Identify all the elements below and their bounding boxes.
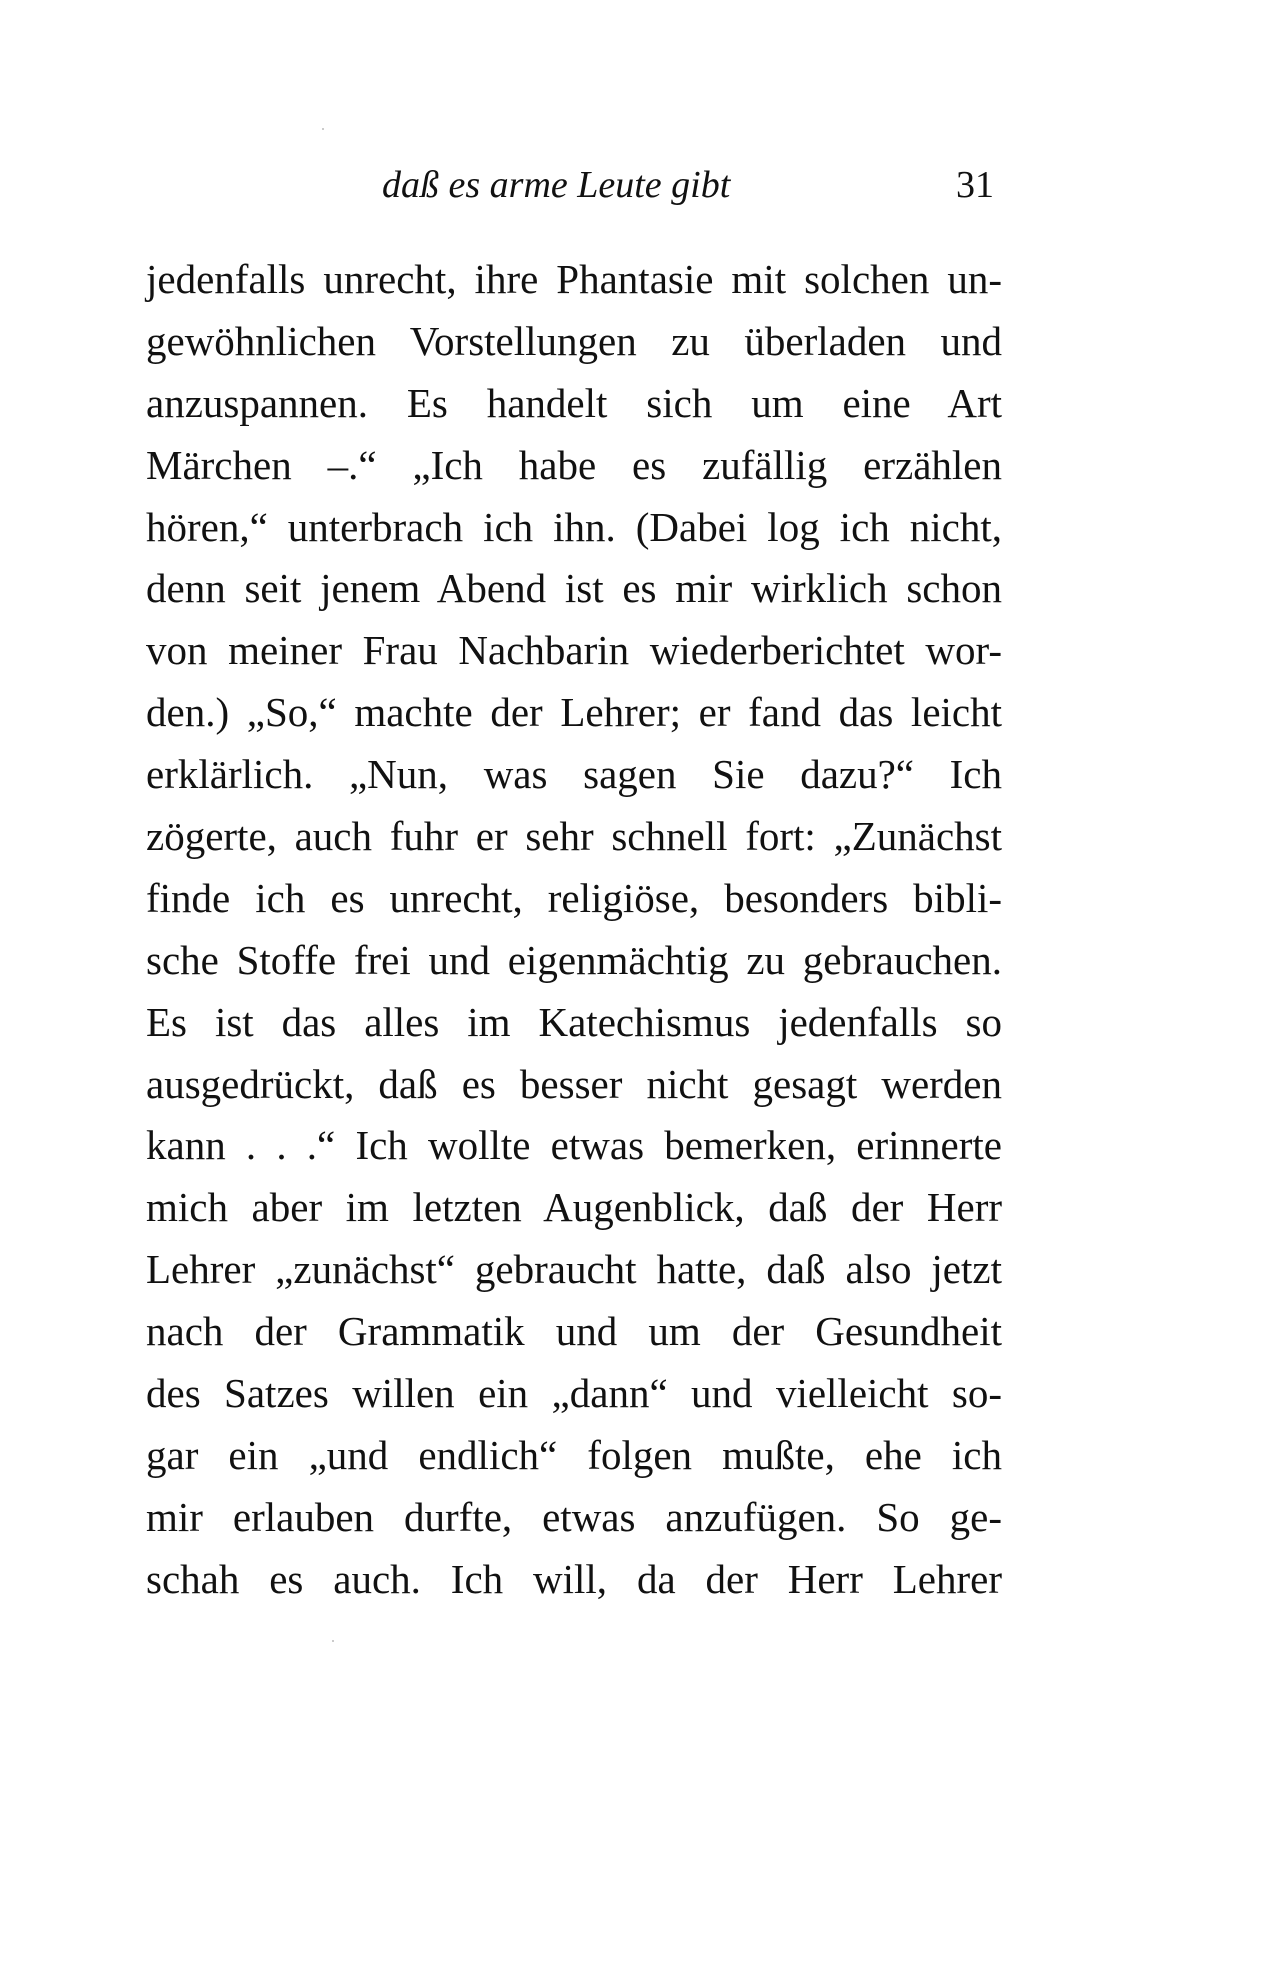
running-head <box>146 155 1002 215</box>
paper-speck <box>322 128 324 130</box>
text-line: von meiner Frau Nachbarin wiederberichtet wor- <box>146 627 1002 674</box>
text-line: sche Stoffe frei und eigenmächtig zu gebrauchen. <box>146 936 1002 983</box>
text-line: zögerte, auch fuhr er sehr schnell fort: „Zunächst <box>146 813 1002 860</box>
text-line: kann . . .“ Ich wollte etwas bemerken, erinnerte <box>146 1122 1002 1169</box>
text-line: finde ich es unrecht, religiöse, besonders bibli- <box>146 874 1002 921</box>
text-line: gewöhnlichen Vorstellungen zu überladen und <box>146 317 1002 364</box>
text-line: des Satzes willen ein „dann“ und vielleicht so- <box>146 1370 1002 1417</box>
text-line: schah es auch. Ich will, da der Herr Lehrer <box>146 1555 1002 1602</box>
text-line: Es ist das alles im Katechismus jedenfalls so <box>146 998 1002 1045</box>
text-line: anzuspannen. Es handelt sich um eine Art <box>146 379 1002 426</box>
paper-speck <box>332 1640 334 1642</box>
text-line: denn seit jenem Abend ist es mir wirklich schon <box>146 565 1002 612</box>
body-text <box>146 248 1002 1610</box>
text-line: erklärlich. „Nun, was sagen Sie dazu?“ Ich <box>146 751 1002 798</box>
text-line: Lehrer „zunächst“ gebraucht hatte, daß also jetzt <box>146 1246 1002 1293</box>
text-line: jedenfalls unrecht, ihre Phantasie mit solchen un- <box>146 256 1002 302</box>
text-line: den.) „So,“ machte der Lehrer; er fand das leicht <box>146 689 1002 736</box>
text-line: gar ein „und endlich“ folgen mußte, ehe ich <box>146 1431 1002 1478</box>
text-line: ausgedrückt, daß es besser nicht gesagt werden <box>146 1060 1002 1107</box>
text-line: nach der Grammatik und um der Gesundheit <box>146 1308 1002 1355</box>
text-line: hören,“ unterbrach ich ihn. (Dabei log ich nicht, <box>146 503 1002 550</box>
page-number: 31 <box>956 164 994 206</box>
text-line: mich aber im letzten Augenblick, daß der Herr <box>146 1184 1002 1231</box>
text-line: Märchen –.“ „Ich habe es zufällig erzählen <box>146 441 1002 488</box>
text-line: mir erlauben durfte, etwas anzufügen. So ge- <box>146 1493 1002 1540</box>
running-title: daß es arme Leute gibt <box>382 164 731 206</box>
